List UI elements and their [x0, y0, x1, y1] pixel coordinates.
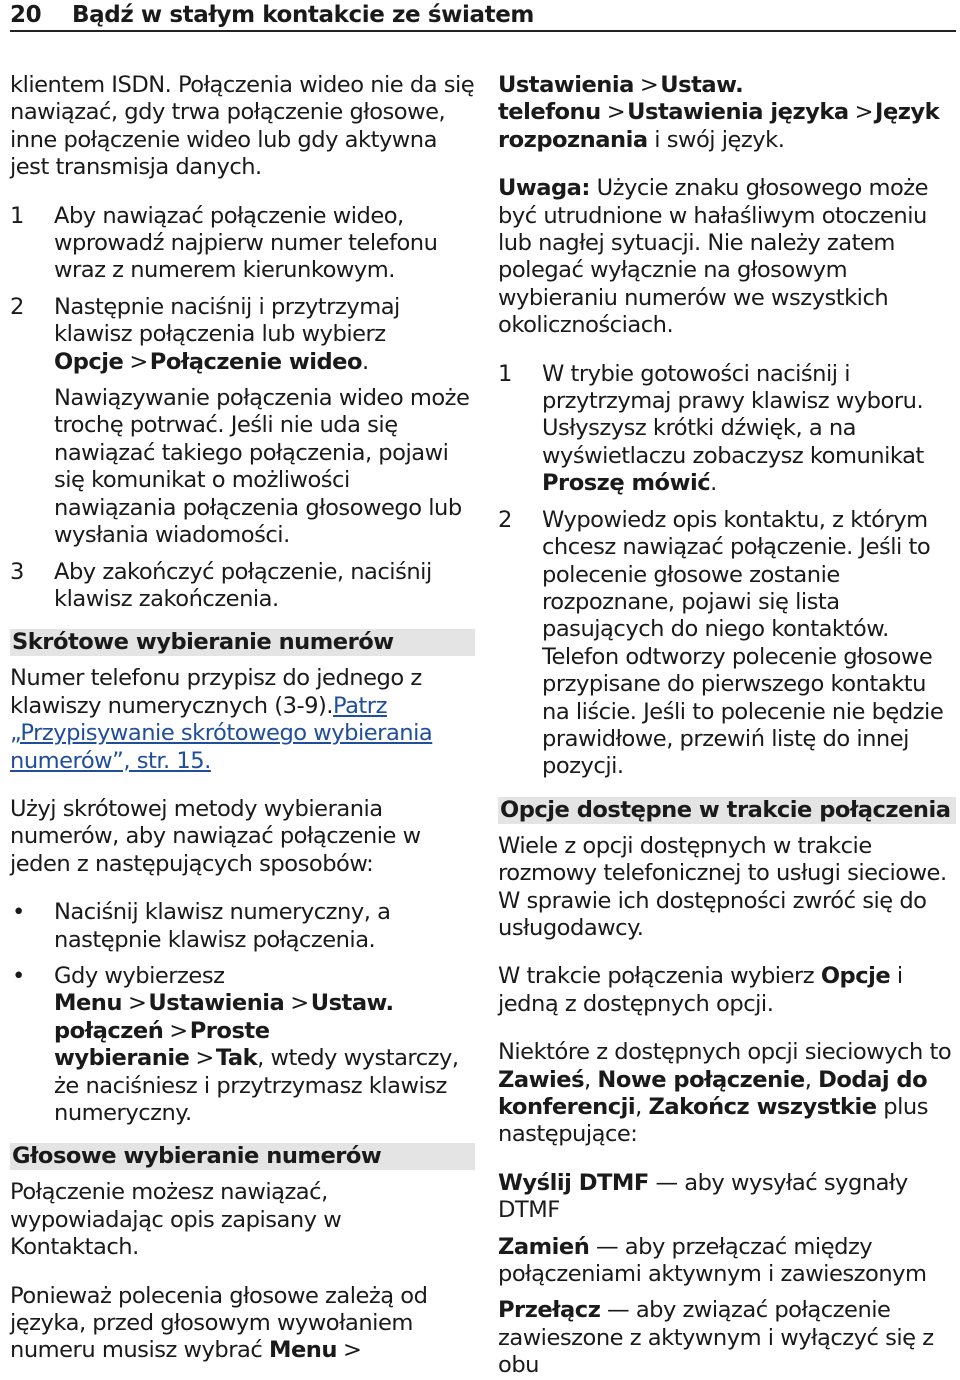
punctuation: . [362, 348, 369, 375]
section-paragraph: Wiele z opcji dostępnych w trakcie rozmowy telefonicznej to usługi sieciowe. W sprawie ich dostępności zwróć się do usługodawcy. [498, 832, 947, 941]
bullet-mark: • [12, 899, 25, 926]
option-nowe-polaczenie: Nowe połączenie [597, 1066, 805, 1093]
punctuation: , [635, 1094, 642, 1120]
list-item [10, 203, 475, 285]
section-paragraph [498, 963, 956, 1018]
paragraph-text: i swój język. [654, 126, 785, 153]
step-number: 2 [498, 506, 512, 533]
section-heading: Skrótowe wybieranie numerów [10, 629, 475, 656]
cross-reference-link[interactable]: Patrz „Przypisywanie skrótowego wybierania numerów”, str. 15. [10, 692, 433, 774]
punctuation: , [584, 1066, 591, 1093]
definition-item [498, 1234, 956, 1289]
path-separator: > [129, 348, 148, 375]
menu-path-ustaw-polaczen: Ustaw. połączeń [54, 990, 394, 1044]
right-column [498, 72, 956, 1380]
definition-item [498, 1170, 956, 1225]
page-number: 20 [10, 2, 42, 28]
section-paragraph: Połączenie możesz nawiązać, wypowiadając opis zapisany w Kontaktach. [10, 1179, 342, 1261]
menu-path-ustawienia: Ustawienia [498, 72, 634, 98]
definition-text: — aby przełączać między połączeniami aktywnym i zawieszonym [498, 1233, 927, 1288]
page-header [10, 0, 956, 32]
paragraph-text: i jedną z dostępnych opcji. [498, 963, 903, 1017]
menu-path-ustawienia-jezyka: Ustawienia języka [627, 99, 849, 126]
section-heading: Opcje dostępne w trakcie połączenia [498, 797, 956, 824]
bullet-mark: • [12, 962, 25, 989]
path-separator: > [639, 72, 659, 98]
definition-text: — aby wysyłać sygnały DTMF [498, 1169, 908, 1224]
intro-paragraph: klientem ISDN. Połączenia wideo nie da się nawiązać, gdy trwa połączenie głosowe, inne połączenie wideo lub gdy aktywna jest transmisja danych. [10, 72, 475, 181]
path-separator: > [606, 99, 626, 126]
menu-path-menu: Menu [268, 1337, 337, 1364]
step-text: Następnie naciśnij i przytrzymaj klawisz połączenia lub wybierz [54, 293, 400, 348]
bullet-text: Gdy wybierzesz [54, 962, 225, 989]
path-separator: > [290, 990, 309, 1017]
menu-path-tak: Tak [215, 1045, 258, 1072]
prompt-text: Proszę mówić [542, 470, 711, 497]
menu-path-proste-wybieranie: Proste wybieranie [54, 1017, 270, 1072]
list-item [10, 559, 475, 614]
page-title: Bądź w stałym kontakcie ze światem [72, 2, 534, 28]
paragraph-text: plus następujące: [498, 1094, 929, 1148]
paragraph-text: W trakcie połączenia wybierz [498, 963, 815, 990]
step-number: 3 [10, 558, 24, 585]
punctuation: , [804, 1066, 812, 1093]
menu-path-opcje: Opcje [820, 963, 891, 990]
menu-path-ustaw-telefonu: Ustaw. telefonu [498, 72, 744, 126]
step-text: W trybie gotowości naciśnij i przytrzymaj prawy klawisz wyboru. Usłyszysz krótki dźwięk, a na wyświetlaczu zobaczysz komunikat [542, 360, 924, 469]
option-wyslij-dtmf: Wyślij DTMF [498, 1169, 649, 1196]
step-number: 2 [10, 293, 24, 320]
option-zamien: Zamień [498, 1233, 590, 1260]
step-number: 1 [10, 202, 24, 229]
option-zakoncz-wszystkie: Zakończ wszystkie [648, 1094, 877, 1120]
path-separator: > [342, 1337, 362, 1364]
menu-path-menu: Menu [54, 990, 122, 1017]
step-text: Aby zakończyć połączenie, naciśnij klawisz zakończenia. [54, 558, 432, 612]
path-separator: > [854, 99, 874, 126]
paragraph-text: Ponieważ polecenia głosowe zależą od języka, przed głosowym wywołaniem numeru musisz wybrać [10, 1282, 428, 1364]
menu-path-paragraph [498, 72, 956, 154]
path-separator: > [127, 990, 147, 1017]
step-note: Nawiązywanie połączenia wideo może trochę potrwać. Jeśli nie uda się nawiązać takiego połączenia, pojawi się komunikat o możliwości nawiązania połączenia głosowego lub wysłania wiadomości. [54, 385, 470, 549]
section-paragraph [498, 1039, 956, 1149]
paragraph-text: Numer telefonu przypisz do jednego z klawiszy numerycznych (3-9). [10, 665, 422, 719]
menu-path-opcje: Opcje [54, 348, 124, 375]
section-heading: Głosowe wybieranie numerów [10, 1143, 475, 1170]
path-separator: > [169, 1017, 188, 1044]
note-label: Uwaga: [498, 175, 590, 202]
paragraph-text: Niektóre z dostępnych opcji sieciowych to [498, 1039, 952, 1066]
menu-path-ustawienia: Ustawienia [148, 990, 285, 1017]
option-dodaj-do-konferencji: Dodaj do konferencji [498, 1066, 928, 1120]
list-item [498, 507, 956, 781]
bullet-text: Naciśnij klawisz numeryczny, a następnie klawisz połączenia. [54, 899, 391, 953]
definition-text: — aby związać połączenie zawieszone z aktywnym i wyłączyć się z obu [498, 1297, 934, 1379]
list-item [10, 294, 475, 550]
left-column [10, 72, 475, 1365]
option-przelacz: Przełącz [498, 1297, 601, 1324]
punctuation: . [710, 470, 717, 497]
step-text: Aby nawiązać połączenie wideo, wprowadź najpierw numer telefonu wraz z numerem kierunkowym. [54, 202, 438, 284]
step-text: Wypowiedz opis kontaktu, z którym chcesz nawiązać połączenie. Jeśli to polecenie głosowe zostanie rozpoznane, pojawi się lista pasujących do niego kontaktów. Telefon odtworzy polecenie głosowe przypisane do pierwszego kontaktu na liście. Jeśli to polecenie nie będzie prawidłowe, przewiń listę do innej pozycji. [542, 506, 944, 780]
path-separator: > [195, 1045, 214, 1072]
note-text: Użycie znaku głosowego może być utrudnione w hałaśliwym otoczeniu lub nagłej sytuacji. Nie należy zatem polegać wyłącznie na głosowym wybieraniu numerów we wszystkich okolicznościach. [498, 175, 929, 339]
menu-path-jezyk-rozpoznania: Język rozpoznania [498, 99, 940, 153]
menu-path-polaczenie-wideo: Połączenie wideo [149, 348, 363, 375]
note-paragraph [498, 175, 956, 339]
section-paragraph [10, 665, 475, 775]
step-number: 1 [498, 360, 512, 387]
list-item [10, 899, 475, 954]
section-paragraph [10, 1283, 475, 1365]
definition-item [498, 1297, 956, 1379]
list-item [10, 963, 475, 1127]
option-zawies: Zawieś [498, 1066, 585, 1093]
list-item [498, 361, 956, 498]
bullet-text: , wtedy wystarczy, że naciśniesz i przytrzymasz klawisz numeryczny. [54, 1045, 459, 1126]
section-paragraph: Użyj skrótowej metody wybierania numerów, aby nawiązać połączenie w jeden z następujących sposobów: [10, 795, 421, 877]
